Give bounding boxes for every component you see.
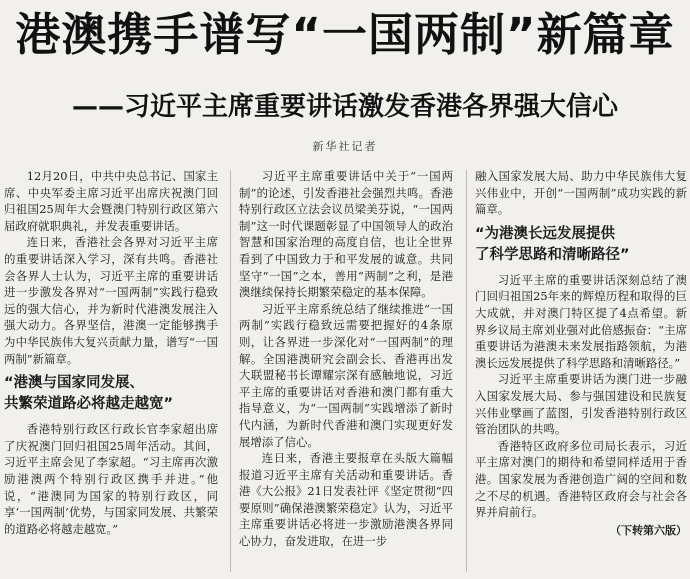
column-divider [230,170,231,572]
section-heading-line: “为港澳长远发展提供 [475,225,616,242]
paragraph: 习近平主席的重要讲话深刻总结了澳门回归祖国25年来的辉煌历程和取得的巨大成就，并对澳门特区提了4点希望。新界乡议局主席刘业强对此倍感振奋：“主席重要讲话为港澳未来发展指路领航，为港澳长远发展提供了科学思路和清晰路径。” [475,272,687,370]
paragraph: 连日来，香港主要报章在头版大篇幅报道习近平主席有关活动和重要讲话。香港《大公报》21日发表社评《坚定贯彻“四要原则”确保港澳繁荣稳定》认为，习近平主席重要讲话必将进一步激励港澳各界同心协力，奋发进取，在进一步 [239,451,453,549]
paragraph: 香港特区政府多位司局长表示，习近平主席对澳门的期待和希望同样适用于香港。国家发展为香港创造广阔的空间和数之不尽的机遇。香港特区政府会与社会各界并肩前行。 [475,438,687,520]
subheadline: ——习近平主席重要讲话激发香港各界强大信心 [71,92,618,122]
continued-on-page-note: （下转第六版） [610,523,687,537]
section-heading-line: 共繁荣道路必将越走越宽” [4,396,174,413]
section-heading-line: 了科学思路和清晰路径” [475,246,630,263]
article-column-3 [475,168,687,574]
section-heading [4,373,218,415]
article-column-1 [4,168,218,574]
paragraph: 12月20日，中共中央总书记、国家主席、中央军委主席习近平出席庆祝澳门回归祖国25周年大会暨澳门特别行政区第六届政府就职典礼，并发表重要讲话。 [4,169,218,233]
column-divider [466,170,467,572]
paragraph: 习近平主席系统总结了继续推进“一国两制”实践行稳致远需要把握好的4条原则，让各界进一步深化对“一国两制”的理解。全国港澳研究会副会长、香港再出发大联盟秘书长谭耀宗深有感触地说，习近平主席的重要讲话对香港和澳门都有重大指导意义，为“一国两制”实践增添了新时代内涵，为新时代香港和澳门实现更好发展增添了信心。 [239,301,453,449]
byline: 新华社记者 [312,140,378,153]
paragraph: 习近平主席重要讲话中关于“一国两制”的论述，引发香港社会强烈共鸣。香港特别行政区立法会议员梁美芬说，“一国两制”这一时代课题彰显了中国领导人的政治智慧和国家治理的高度自信，也让全世界看到了中国致力于和平发展的诚意。共同坚守“一国”之本，善用“两制”之利，是港澳继续保持长期繁荣稳定的基本保障。 [239,169,453,300]
headline: 港澳携手谱写“一国两制”新篇章 [15,8,675,61]
paragraph: 习近平主席重要讲话为澳门进一步融入国家发展大局、参与强国建设和民族复兴伟业擘画了蓝图，引发香港特别行政区管治团队的共鸣。 [475,372,687,437]
paragraph: 融入国家发展大局、助力中华民族伟大复兴伟业中，开创“一国两制”成功实践的新篇章。 [475,169,687,217]
paragraph: 连日来，香港社会各界对习近平主席的重要讲话深入学习，深有共鸣。香港社会各界人士认为，习近平主席的重要讲话进一步激发各界对“一国两制”实践行稳致远的强大信心，并为新时代港澳发展注入强大动力。各界坚信，港澳一定能够携手为中华民族伟大复兴贡献力量，谱写“一国两制”新篇章。 [4,235,218,366]
section-heading [475,224,687,266]
article-column-2 [239,168,453,574]
section-heading-line: “港澳与国家同发展、 [4,375,145,392]
paragraph: 香港特别行政区行政长官李家超出席了庆祝澳门回归祖国25周年活动。其间，习近平主席会见了李家超。“习主席再次激励港澳两个特别行政区携手并进。”他说，“港澳同为国家的特别行政区，同享‘一国两制’优势，与国家同发展、共繁荣的道路必将越走越宽。” [4,422,218,536]
